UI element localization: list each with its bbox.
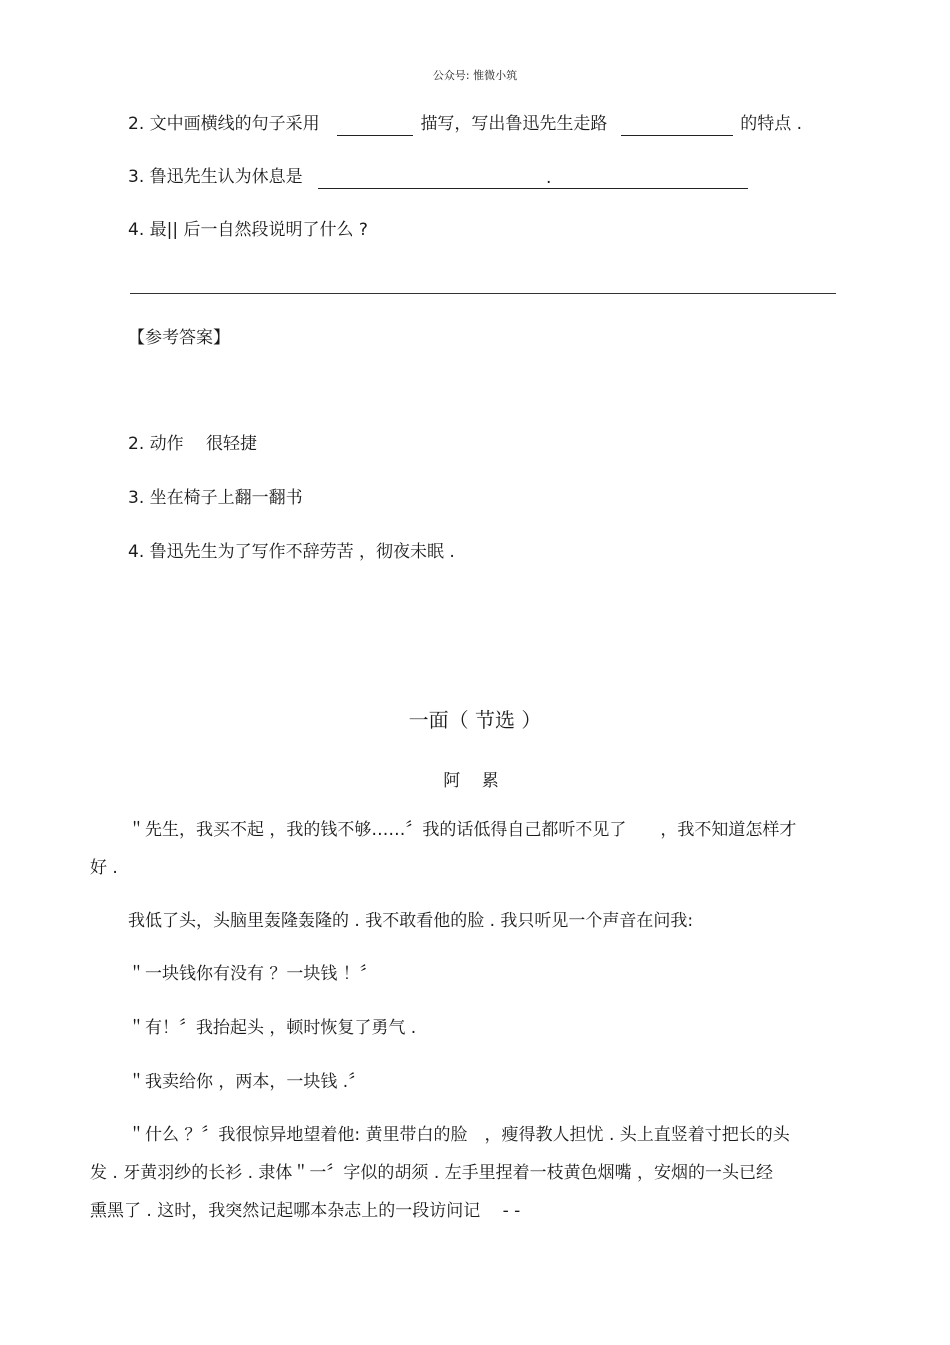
paragraph-6 [90,1116,855,1230]
paragraph-line: ＂有！〞我抬起头 ，顿时恢复了勇气 . [128,1018,417,1038]
blank-dot: . [546,168,552,188]
question-2-part-a: 2. 文中画横线的句子采用 [128,114,320,134]
paragraph-line: 发 . 牙黄羽纱的长衫 . 隶体＂一〞字似的胡须 . 左手里捏着一枝黄色烟嘴 ，安烟的一头已经 [90,1163,774,1183]
paragraph-line: 熏黑了 . 这时，我突然记起哪本杂志上的一段访问记 - - [90,1201,521,1221]
paragraph-line: ＂我卖给你 ，两本，一块钱 .〞 [128,1072,366,1092]
question-2-part-c: 的特点 . [740,114,803,134]
question-4: 4. 最|| 后一自然段说明了什么 ? [128,220,368,240]
answer-heading: 【参考答案】 [128,328,230,348]
article-author: 阿 累 [443,771,507,791]
article-title: 一面（ 节选 ） [408,708,542,732]
question-3-part-a: 3. 鲁迅先生认为休息是 [128,167,303,187]
answer-blank [621,117,733,136]
page-header: 公众号: 惟微小筑 [432,69,518,82]
paragraph-3 [90,955,855,993]
question-2 [128,112,802,136]
question-2-part-b: 描写，写出鲁迅先生走路 [420,114,608,134]
paragraph-4 [90,1009,855,1047]
question-3 [128,165,748,189]
answer-blank [318,170,748,189]
paragraph-5 [90,1063,855,1101]
paragraph-line: 我低了头，头脑里轰隆轰隆的 . 我不敢看他的脸 . 我只听见一个声音在问我: [128,911,694,931]
answer-blank [337,117,413,136]
paragraph-1 [90,811,855,887]
paragraph-line: 好 . [90,858,118,878]
paragraph-line: ＂一块钱你有没有 ？一块钱 ！〞 [128,964,377,984]
paragraph-line: ＂先生，我买不起 ，我的钱不够……〞我的话低得自己都听不见了 ，我不知道怎样才 [128,820,797,840]
paragraph-line: ＂什么 ？〞我很惊异地望着他: 黄里带白的脸 ，瘦得教人担忧 . 头上直竖着寸把长的头 [128,1125,790,1145]
answer-line [130,293,836,294]
answer-4: 4. 鲁迅先生为了写作不辞劳苦 ，彻夜未眠 . [128,542,455,562]
answer-3: 3. 坐在椅子上翻一翻书 [128,488,303,508]
answer-2: 2. 动作 很轻捷 [128,434,258,454]
paragraph-2 [90,902,855,940]
